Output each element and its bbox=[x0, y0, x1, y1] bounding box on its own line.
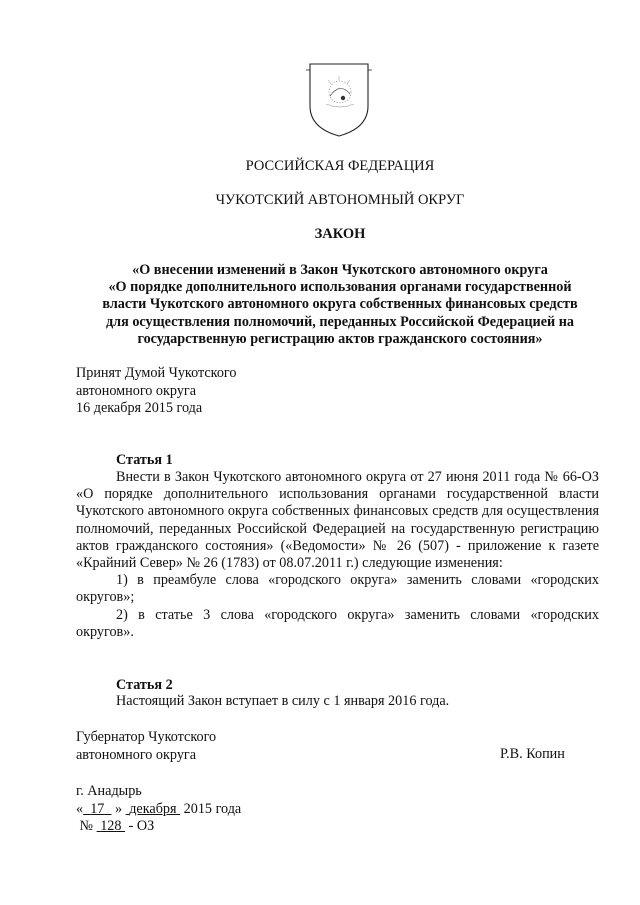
date-day: 17 bbox=[90, 800, 105, 817]
article-2-heading: Статья 2 bbox=[116, 677, 173, 693]
coat-of-arms-emblem-icon bbox=[304, 60, 374, 138]
article-1-item-1: 1) в преамбуле слова «городского округа» заменить словами «городских округов»; bbox=[76, 572, 599, 606]
article-1-heading: Статья 1 bbox=[116, 452, 173, 468]
article-2-body bbox=[76, 693, 599, 710]
doc-type-heading: ЗАКОН bbox=[314, 226, 366, 242]
adoption-info bbox=[76, 365, 236, 418]
article-1-intro: Внести в Закон Чукотского автономного округа от 27 июня 2011 года № 66-ОЗ «О порядке дополнительного использования органами государственной власти Чукотского автономного округа собственных финансовых средств для осуществления полномочий, переданных Российской Федерацией на государственную регистрацию актов гражданского состояния» («Ведомости» № 26 (507) - приложение к газете «Крайний Север» № 26 (1783) от 08.07.2011 г.) следующие изменения: bbox=[76, 469, 599, 572]
adoption-line: Принят Думой Чукотского bbox=[76, 365, 237, 381]
date-quote-open: « bbox=[76, 800, 84, 817]
law-number bbox=[76, 818, 241, 836]
number-value: 128 bbox=[100, 818, 122, 834]
region-heading: ЧУКОТСКИЙ АВТОНОМНЫЙ ОКРУГ bbox=[215, 192, 465, 208]
signature-title-line: Губернатор Чукотского bbox=[76, 729, 217, 745]
date-month: декабря bbox=[129, 800, 177, 817]
law-title-line: для осуществления полномочий, переданных Российской Федерацией на bbox=[105, 313, 574, 330]
law-title bbox=[62, 262, 618, 348]
federation-heading: РОССИЙСКАЯ ФЕДЕРАЦИЯ bbox=[245, 158, 435, 174]
law-title-line: «О внесении изменений в Закон Чукотского автономного округа bbox=[132, 262, 548, 278]
signature-title-line: автономного округа bbox=[76, 746, 197, 763]
article-2-text: Настоящий Закон вступает в силу с 1 января 2016 года. bbox=[116, 693, 450, 709]
law-title-line: власти Чукотского автономного округа собственных финансовых средств bbox=[102, 296, 578, 313]
number-suffix: - ОЗ bbox=[128, 818, 155, 834]
law-title-line: государственную регистрацию актов гражданского состояния» bbox=[137, 330, 543, 347]
city: г. Анадырь bbox=[76, 783, 142, 799]
date-year: 2015 года bbox=[183, 800, 242, 817]
law-title-line: «О порядке дополнительного использования органами государственной bbox=[108, 279, 572, 296]
date-quote-close: » bbox=[115, 800, 123, 817]
signature-block bbox=[76, 729, 216, 764]
adoption-line: автономного округа bbox=[76, 382, 197, 399]
number-sign: № bbox=[79, 818, 94, 834]
signing-date bbox=[76, 801, 241, 819]
article-1-item-2: 2) в статье 3 слова «городского округа» заменить словами «городских округов». bbox=[76, 606, 599, 640]
adoption-date: 16 декабря 2015 года bbox=[76, 400, 203, 416]
signer-name: Р.В. Копин bbox=[500, 746, 565, 762]
article-1-body bbox=[76, 469, 599, 641]
place-date-number bbox=[76, 783, 241, 836]
